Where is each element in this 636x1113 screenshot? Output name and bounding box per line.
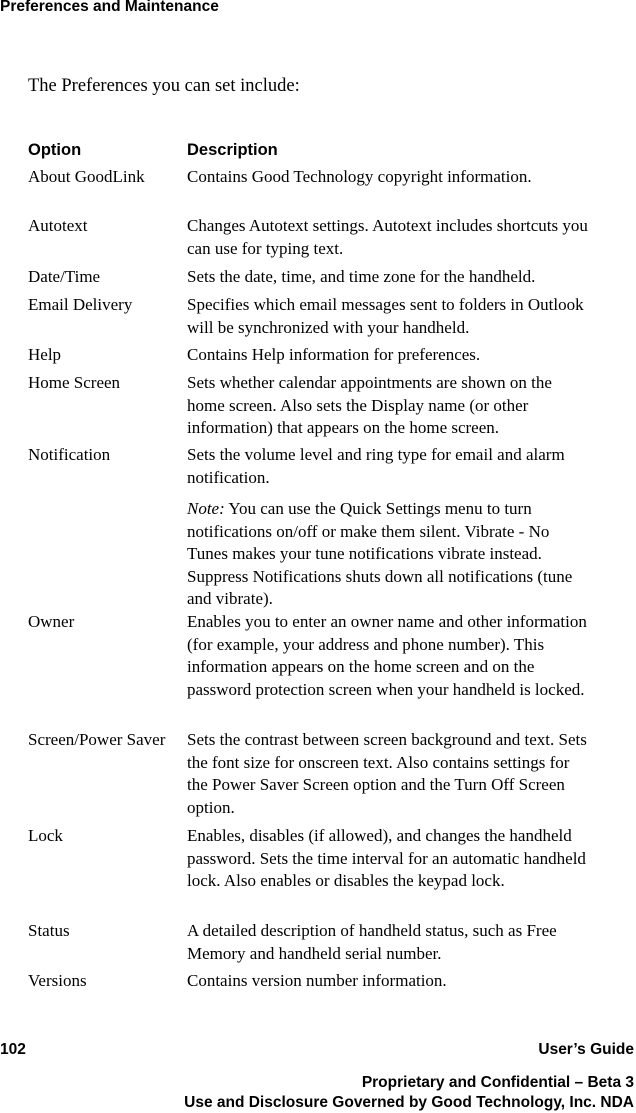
- option-description: Contains Help information for preferences.: [187, 345, 481, 364]
- option-description: Contains Good Technology copyright information.: [187, 167, 532, 186]
- table-row: [28, 825, 628, 920]
- page-number: 102: [0, 1041, 26, 1058]
- disclosure-notice: Use and Disclosure Governed by Good Technology, Inc. NDA: [184, 1094, 634, 1111]
- running-header: Preferences and Maintenance: [0, 0, 219, 15]
- note-paragraph: [187, 498, 593, 611]
- option-column-header: Option: [28, 141, 82, 159]
- option-description: Enables you to enter an owner name and other information (for example, your address and phone number). This information appears on the home screen and on the password protection screen when your handheld is locked.: [187, 612, 587, 699]
- table-row: [28, 166, 628, 215]
- table-row: [28, 266, 628, 294]
- note-text: You can use the Quick Settings menu to turn notifications on/off or make them silent. Vibrate - No Tunes makes your tune notifications vibrate instead. Suppress Notifications shuts down all notifications (tune and vibrate).: [187, 499, 573, 608]
- table-row: [28, 372, 628, 444]
- option-description: Sets the date, time, and time zone for the handheld.: [187, 267, 536, 286]
- option-name: Status: [28, 921, 70, 940]
- note-label: Note:: [187, 499, 225, 518]
- option-name: Notification: [28, 445, 111, 464]
- option-description: Sets the volume level and ring type for email and alarm notification. Note: You can use the Quick Settings menu to turn notifications on/off or make them silent. Vibrate - No Tunes makes your tune notifications vibrate instead. Suppress Notifications shuts down all notifications (tune and vibrate).: [187, 444, 593, 611]
- option-name: Home Screen: [28, 373, 121, 392]
- option-description: Specifies which email messages sent to folders in Outlook will be synchronized with your handheld.: [187, 295, 584, 337]
- table-row: [28, 920, 628, 970]
- preferences-table: [28, 166, 628, 998]
- table-row: [28, 344, 628, 372]
- option-description: Sets the contrast between screen background and text. Sets the font size for onscreen text. Also contains settings for the Power Saver Screen option and the Turn Off Screen option.: [187, 730, 587, 817]
- table-row: [28, 294, 628, 344]
- option-name: Date/Time: [28, 267, 101, 286]
- table-row: [28, 444, 628, 611]
- intro-text: The Preferences you can set include:: [28, 76, 300, 96]
- table-row: [28, 611, 628, 729]
- option-description: Enables, disables (if allowed), and changes the handheld password. Sets the time interval for an automatic handheld lock. Also enables or disables the keypad lock.: [187, 826, 586, 890]
- option-description: Changes Autotext settings. Autotext includes shortcuts you can use for typing text.: [187, 216, 588, 258]
- guide-title: User’s Guide: [538, 1041, 634, 1058]
- option-name: Lock: [28, 826, 63, 845]
- option-description: Sets whether calendar appointments are shown on the home screen. Also sets the Display name (or other information) that appears on the home screen.: [187, 373, 552, 437]
- option-name: Versions: [28, 971, 87, 990]
- option-name: Email Delivery: [28, 295, 133, 314]
- table-row: [28, 970, 628, 998]
- option-description: Contains version number information.: [187, 971, 447, 990]
- option-name: About GoodLink: [28, 167, 145, 186]
- option-name: Autotext: [28, 216, 88, 235]
- option-name: Owner: [28, 612, 75, 631]
- option-description: A detailed description of handheld status, such as Free Memory and handheld serial number.: [187, 921, 557, 963]
- table-row: [28, 729, 628, 825]
- option-name: Help: [28, 345, 62, 364]
- confidential-notice: Proprietary and Confidential – Beta 3: [361, 1074, 634, 1091]
- option-name: Screen/Power Saver: [28, 730, 166, 749]
- description-column-header: Description: [187, 141, 278, 159]
- table-row: [28, 215, 628, 266]
